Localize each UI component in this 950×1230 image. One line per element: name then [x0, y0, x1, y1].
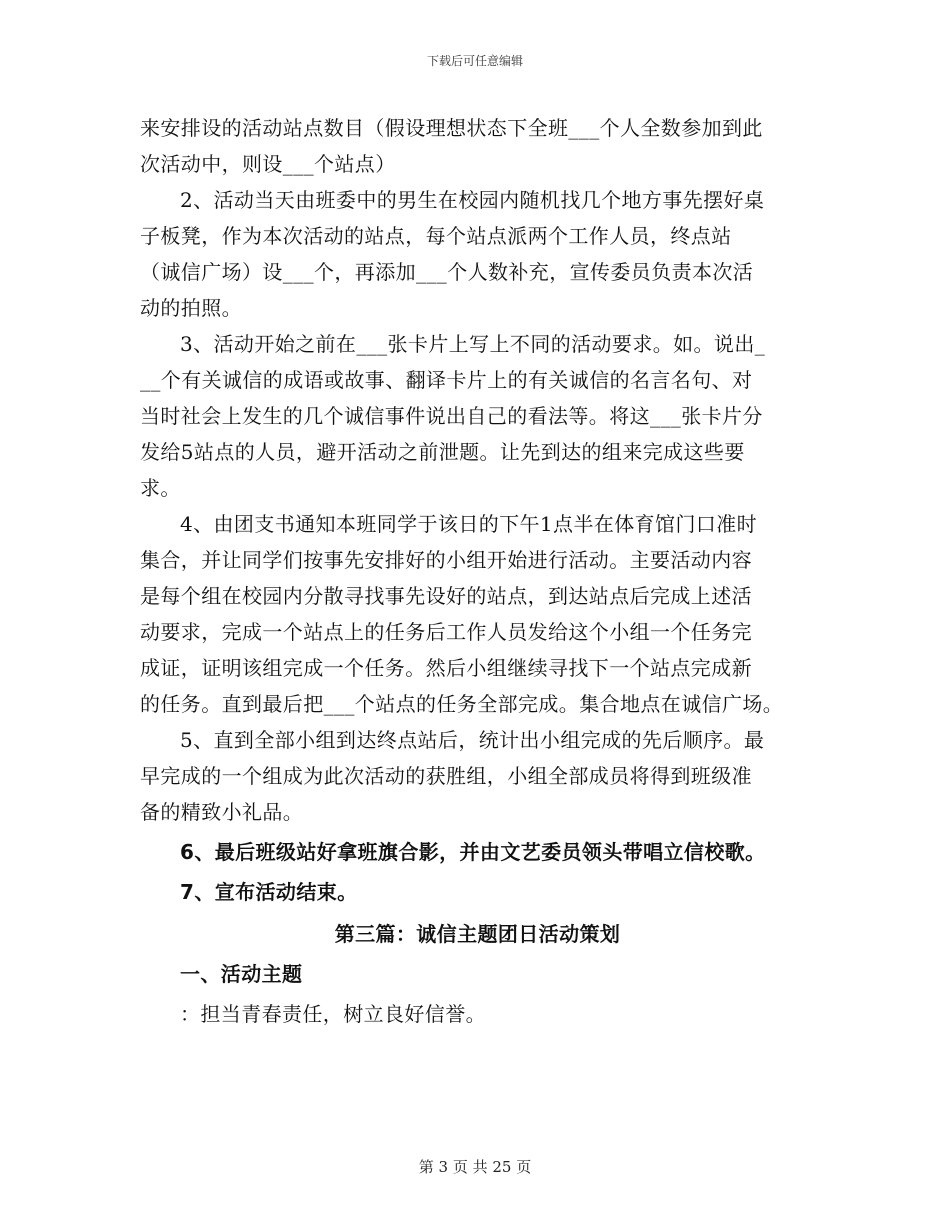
text-line: 子板凳，作为本次活动的站点，每个站点派两个工作人员，终点站	[140, 224, 732, 248]
subsection-heading: 一、活动主题	[180, 962, 303, 986]
text-line: 的任务。直到最后把___个站点的任务全部完成。集合地点在诚信广场。	[140, 692, 784, 716]
paragraph-2-line: 2、活动当天由班委中的男生在校园内随机找几个地方事先摆好桌	[180, 188, 765, 212]
paragraph-5-line: 5、直到全部小组到达终点站后，统计出小组完成的先后顺序。最	[180, 728, 765, 752]
text-line: （诚信广场）设___个，再添加___个人数补充，宣传委员负责本次活	[140, 260, 754, 284]
text-line: 是每个组在校园内分散寻找事先设好的站点，到达站点后完成上述活	[140, 584, 752, 608]
text-line: 成证，证明该组完成一个任务。然后小组继续寻找下一个站点完成新	[140, 656, 752, 680]
text-line: 动要求，完成一个站点上的任务后工作人员发给这个小组一个任务完	[140, 620, 752, 644]
text-line: 当时社会上发生的几个诚信事件说出自己的看法等。将这___张卡片分	[140, 404, 763, 428]
section-heading: 第三篇：诚信主题团日活动策划	[334, 922, 621, 946]
text-line: 动的拍照。	[140, 296, 242, 320]
text-line: __个有关诚信的成语或故事、翻译卡片上的有关诚信的名言名句、对	[140, 368, 753, 392]
document-body	[140, 110, 815, 1032]
paragraph-6-line: 6、最后班级站好拿班旗合影，并由文艺委员领头带唱立信校歌。	[180, 840, 766, 864]
text-line: 备的精致小礼品。	[140, 800, 304, 824]
text-line: 次活动中，则设___个站点）	[140, 152, 396, 176]
text-line: 来安排设的活动站点数目（假设理想状态下全班___个人全数参加到此	[140, 116, 763, 140]
paragraph-7-line: 7、宣布活动结束。	[180, 880, 358, 904]
text-line: 早完成的一个组成为此次活动的获胜组，小组全部成员将得到班级准	[140, 764, 752, 788]
page-number: 第 3 页 共 25 页	[418, 1158, 532, 1176]
text-line: ：担当青春责任，树立良好信誉。	[180, 1002, 486, 1026]
text-line: 求。	[140, 476, 181, 500]
text-line: 集合，并让同学们按事先安排好的小组开始进行活动。主要活动内容	[140, 548, 752, 572]
paragraph-4-line: 4、由团支书通知本班同学于该日的下午1点半在体育馆门口准时	[180, 512, 758, 536]
paragraph-3-line: 3、活动开始之前在___张卡片上写上不同的活动要求。如。说出_	[180, 332, 766, 356]
page-header: 下载后可任意编辑	[426, 54, 523, 68]
text-line: 发给5站点的人员，避开活动之前泄题。让先到达的组来完成这些要	[140, 440, 745, 464]
